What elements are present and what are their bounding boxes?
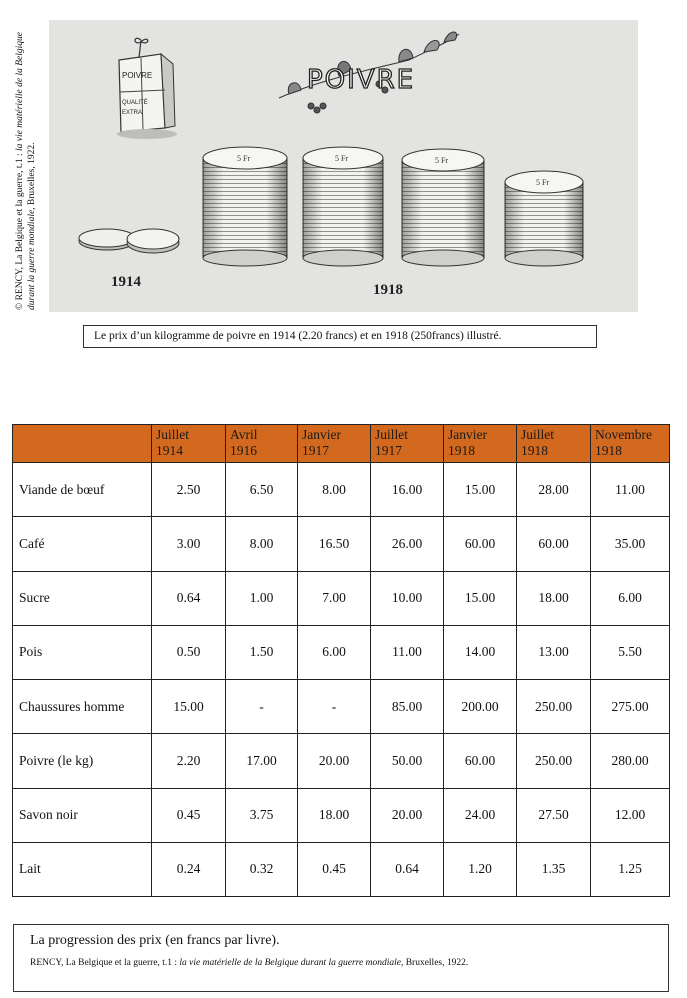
row-label: Sucre [13, 571, 152, 625]
header-year: 1918 [595, 443, 622, 458]
table-cell: 18.00 [517, 571, 591, 625]
header-jan-1918 [444, 425, 517, 463]
table-row [13, 625, 670, 679]
bag-line-3: EXTRA [122, 110, 143, 116]
table-cell: 200.00 [444, 680, 517, 734]
credit-italic: la vie matérielle de la Belgique durant la guerre mondiale [15, 32, 37, 310]
header-empty [13, 425, 152, 463]
header-jul-1917 [371, 425, 444, 463]
table-cell: 18.00 [298, 788, 371, 842]
table-cell: 15.00 [152, 680, 226, 734]
header-year: 1918 [448, 443, 475, 458]
bag-line-2: QUALITÉ [122, 100, 148, 106]
coin-face-2: 5 Fr [335, 154, 349, 163]
header-month: Novembre [595, 427, 652, 442]
row-label: Pois [13, 625, 152, 679]
table-cell: 280.00 [591, 734, 670, 788]
table-cell: 7.00 [298, 571, 371, 625]
table-cell: 13.00 [517, 625, 591, 679]
ref-prefix: RENCY, La Belgique et la guerre, t.1 : [30, 958, 180, 968]
header-year: 1917 [302, 443, 329, 458]
source-reference [30, 958, 652, 968]
table-cell: 60.00 [444, 517, 517, 571]
table-cell: 0.50 [152, 625, 226, 679]
table-cell: 20.00 [298, 734, 371, 788]
header-month: Juillet [156, 427, 189, 442]
year-1914: 1914 [111, 274, 141, 290]
table-row [13, 734, 670, 788]
header-year: 1918 [521, 443, 548, 458]
header-year: 1916 [230, 443, 257, 458]
table-cell: 28.00 [517, 463, 591, 517]
pepper-price-illustration [49, 20, 638, 312]
coin-face-1: 5 Fr [237, 154, 251, 163]
photo-credit [14, 30, 42, 310]
table-cell: 12.00 [591, 788, 670, 842]
table-cell: 11.00 [591, 463, 670, 517]
header-month: Janvier [448, 427, 487, 442]
table-row [13, 571, 670, 625]
coin-stack-icon [505, 171, 583, 266]
table-cell: 60.00 [444, 734, 517, 788]
header-jul-1914 [152, 425, 226, 463]
table-cell: 11.00 [371, 625, 444, 679]
table-cell: 0.32 [226, 842, 298, 896]
table-cell: - [298, 680, 371, 734]
price-table [12, 424, 670, 897]
table-cell: 15.00 [444, 571, 517, 625]
coin-stack-icon [203, 147, 287, 266]
table-cell: 1.20 [444, 842, 517, 896]
table-cell: 275.00 [591, 680, 670, 734]
table-cell: 16.50 [298, 517, 371, 571]
table-cell: 0.45 [298, 842, 371, 896]
table-cell: 6.00 [591, 571, 670, 625]
row-label: Poivre (le kg) [13, 734, 152, 788]
table-header-row [13, 425, 670, 463]
coin-stack-icon [402, 149, 484, 266]
table-cell: 6.50 [226, 463, 298, 517]
table-cell: 0.64 [371, 842, 444, 896]
header-nov-1918 [591, 425, 670, 463]
credit-suffix: , Bruxelles, 1922. [27, 142, 37, 210]
table-cell: 1.00 [226, 571, 298, 625]
header-jul-1918 [517, 425, 591, 463]
year-1918: 1918 [373, 282, 403, 298]
source-box [13, 924, 669, 992]
table-cell: 50.00 [371, 734, 444, 788]
table-cell: 16.00 [371, 463, 444, 517]
table-row [13, 788, 670, 842]
table-cell: 8.00 [226, 517, 298, 571]
coin-face-3: 5 Fr [435, 156, 449, 165]
coin-face-4: 5 Fr [536, 178, 550, 187]
table-cell: 250.00 [517, 680, 591, 734]
header-jan-1917 [298, 425, 371, 463]
table-row [13, 680, 670, 734]
header-month: Juillet [521, 427, 554, 442]
table-cell: 0.24 [152, 842, 226, 896]
coins-1914-icon [79, 229, 179, 253]
table-cell: 10.00 [371, 571, 444, 625]
table-cell: 0.64 [152, 571, 226, 625]
row-label: Savon noir [13, 788, 152, 842]
credit-prefix: © RENCY, La Belgique et la guerre, t.1 : [15, 150, 25, 310]
table-row [13, 842, 670, 896]
table-cell: 1.35 [517, 842, 591, 896]
table-cell: 1.50 [226, 625, 298, 679]
row-label: Viande de bœuf [13, 463, 152, 517]
table-cell: 27.50 [517, 788, 591, 842]
table-cell: 85.00 [371, 680, 444, 734]
table-cell: 1.25 [591, 842, 670, 896]
table-cell: 2.20 [152, 734, 226, 788]
header-month: Juillet [375, 427, 408, 442]
pepper-bag-icon [117, 38, 177, 139]
ref-suffix: , Bruxelles, 1922. [400, 958, 469, 968]
table-cell: 14.00 [444, 625, 517, 679]
illustration-label: POIVRE [307, 65, 416, 95]
table-cell: 60.00 [517, 517, 591, 571]
row-label: Café [13, 517, 152, 571]
table-cell: 8.00 [298, 463, 371, 517]
table-cell: 15.00 [444, 463, 517, 517]
header-year: 1917 [375, 443, 402, 458]
table-cell: 24.00 [444, 788, 517, 842]
row-label: Lait [13, 842, 152, 896]
table-cell: 17.00 [226, 734, 298, 788]
ref-italic: la vie matérielle de la Belgique durant la guerre mondiale [179, 958, 401, 968]
coin-stack-icon [303, 147, 383, 266]
table-cell: 5.50 [591, 625, 670, 679]
table-cell: 2.50 [152, 463, 226, 517]
row-label: Chaussures homme [13, 680, 152, 734]
illustration-caption: Le prix d’un kilogramme de poivre en 1914 (2.20 francs) et en 1918 (250francs) illustré. [83, 325, 597, 348]
table-cell: 0.45 [152, 788, 226, 842]
table-cell: 3.00 [152, 517, 226, 571]
table-row [13, 517, 670, 571]
table-cell: 3.75 [226, 788, 298, 842]
table-cell: 35.00 [591, 517, 670, 571]
header-apr-1916 [226, 425, 298, 463]
header-year: 1914 [156, 443, 183, 458]
source-title: La progression des prix (en francs par livre). [30, 933, 280, 948]
table-row [13, 463, 670, 517]
table-cell: - [226, 680, 298, 734]
bag-line-1: POIVRE [122, 71, 153, 80]
table-cell: 250.00 [517, 734, 591, 788]
header-month: Avril [230, 427, 258, 442]
header-month: Janvier [302, 427, 341, 442]
table-cell: 20.00 [371, 788, 444, 842]
table-cell: 6.00 [298, 625, 371, 679]
table-cell: 26.00 [371, 517, 444, 571]
